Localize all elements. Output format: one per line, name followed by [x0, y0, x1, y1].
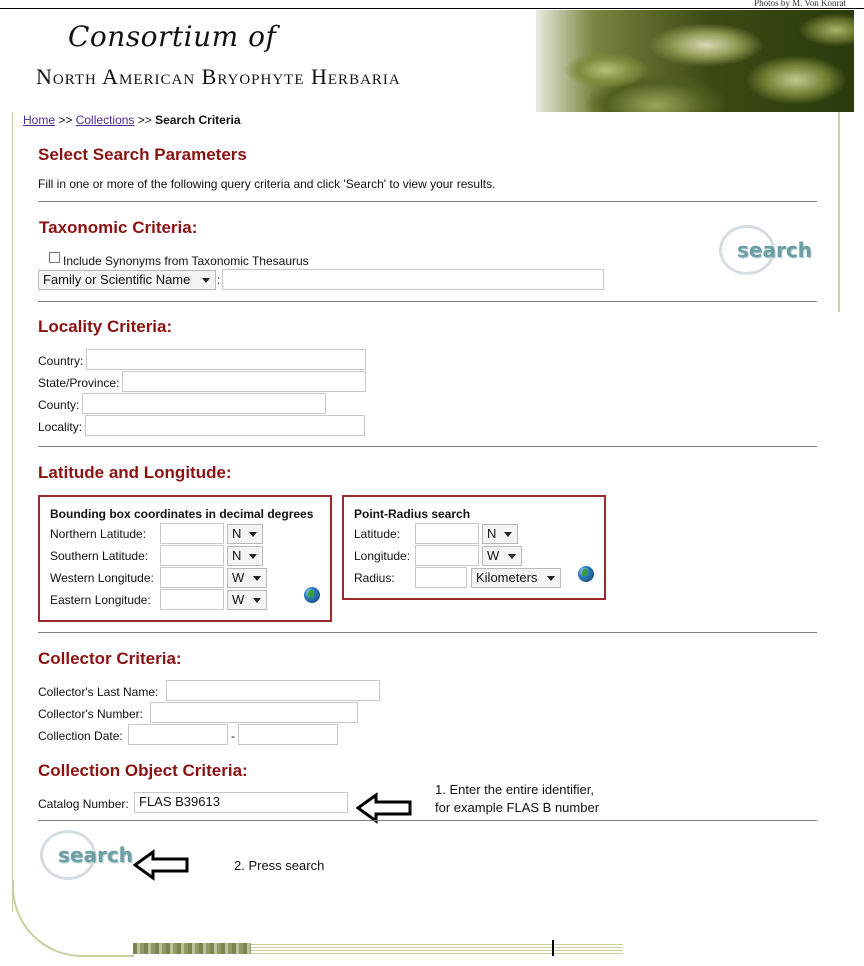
east-long-input[interactable]	[160, 589, 224, 610]
section-divider	[38, 446, 817, 447]
include-synonyms-label: Include Synonyms from Taxonomic Thesaurus	[63, 254, 309, 268]
chevron-down-icon	[508, 554, 516, 559]
annotation-note-1-line2: for example FLAS B number	[435, 800, 600, 815]
section-divider	[38, 301, 817, 302]
chevron-down-icon	[202, 278, 210, 283]
state-label: State/Province:	[38, 376, 120, 390]
footer-marker	[552, 940, 554, 956]
point-lat-input[interactable]	[415, 523, 479, 544]
globe-icon[interactable]	[304, 587, 320, 603]
east-long-dir-select[interactable]	[227, 590, 267, 610]
west-long-dir-select[interactable]	[227, 568, 267, 588]
collector-number-label: Collector's Number:	[38, 707, 143, 721]
country-input[interactable]	[86, 349, 366, 370]
frame-curve	[12, 880, 134, 957]
collector-lastname-input[interactable]	[166, 680, 380, 701]
search-button-bottom-label: search	[58, 843, 133, 867]
county-input[interactable]	[82, 393, 326, 414]
breadcrumb-current: Search Criteria	[155, 113, 241, 127]
point-long-label: Longitude:	[354, 549, 411, 563]
page-title: Select Search Parameters	[38, 145, 247, 164]
photo-credit: Photos by M. Von Konrat	[754, 0, 846, 8]
state-input[interactable]	[122, 371, 366, 392]
taxon-name-input[interactable]	[222, 269, 604, 290]
country-label: Country:	[38, 354, 84, 368]
section-divider	[38, 632, 817, 633]
point-radius-title: Point-Radius search	[354, 507, 471, 521]
chevron-down-icon	[504, 532, 512, 537]
north-lat-dir-value: N	[232, 526, 242, 541]
annotation-note-1	[435, 781, 599, 817]
taxon-colon: :	[217, 273, 221, 287]
breadcrumb-separator: >>	[137, 113, 152, 127]
catalog-number-label: Catalog Number:	[38, 797, 129, 811]
collection-date-separator: -	[231, 729, 235, 743]
radius-label: Radius:	[354, 571, 395, 585]
point-lat-dir-value: N	[487, 526, 497, 541]
include-synonyms-checkbox[interactable]	[49, 252, 60, 263]
globe-icon[interactable]	[578, 566, 594, 582]
south-lat-input[interactable]	[160, 545, 224, 566]
footer-moss-strip	[133, 943, 251, 954]
breadcrumb-separator: >>	[58, 113, 73, 127]
left-arrow-icon	[133, 849, 189, 881]
chevron-down-icon	[253, 598, 261, 603]
north-lat-label: Northern Latitude:	[50, 527, 147, 541]
west-long-dir-value: W	[232, 570, 245, 585]
collection-date-label: Collection Date:	[38, 729, 123, 743]
site-logo-line1: Consortium of	[68, 20, 277, 53]
frame-right-border	[838, 112, 840, 312]
south-lat-label: Southern Latitude:	[50, 549, 149, 563]
collection-date-end-input[interactable]	[238, 724, 338, 745]
county-label: County:	[38, 398, 80, 412]
collector-lastname-label: Collector's Last Name:	[38, 685, 159, 699]
taxon-type-value: Family or Scientific Name	[43, 272, 191, 287]
west-long-label: Western Longitude:	[50, 571, 154, 585]
header-top-rule	[0, 8, 864, 9]
point-long-input[interactable]	[415, 545, 479, 566]
section-divider	[38, 820, 817, 821]
north-lat-input[interactable]	[160, 523, 224, 544]
chevron-down-icon	[249, 532, 257, 537]
locality-input[interactable]	[85, 415, 365, 436]
point-lat-label: Latitude:	[354, 527, 401, 541]
breadcrumb	[23, 113, 241, 127]
annotation-note-2: 2. Press search	[234, 858, 325, 873]
breadcrumb-home-link[interactable]: Home	[23, 113, 56, 127]
breadcrumb-collections-link[interactable]: Collections	[75, 113, 135, 127]
taxon-type-select[interactable]	[38, 270, 216, 290]
chevron-down-icon	[547, 576, 555, 581]
north-lat-dir-select[interactable]	[227, 524, 263, 544]
annotation-note-1-line1: 1. Enter the entire identifier,	[435, 782, 594, 797]
radius-input[interactable]	[415, 567, 467, 588]
bounding-box-title: Bounding box coordinates in decimal degrees	[50, 507, 314, 521]
south-lat-dir-value: N	[232, 548, 242, 563]
collector-number-input[interactable]	[150, 702, 358, 723]
locality-heading: Locality Criteria:	[38, 317, 173, 336]
search-button-top-label: search	[737, 238, 812, 262]
point-long-dir-select[interactable]	[482, 546, 522, 566]
latlong-heading: Latitude and Longitude:	[38, 463, 232, 482]
chevron-down-icon	[249, 554, 257, 559]
west-long-input[interactable]	[160, 567, 224, 588]
frame-left-border	[12, 112, 13, 912]
collection-object-heading: Collection Object Criteria:	[38, 761, 248, 780]
collector-heading: Collector Criteria:	[38, 649, 182, 668]
page-instructions: Fill in one or more of the following query criteria and click 'Search' to view your results.	[38, 177, 496, 191]
collection-date-start-input[interactable]	[128, 724, 228, 745]
east-long-dir-value: W	[232, 592, 245, 607]
point-lat-dir-select[interactable]	[482, 524, 518, 544]
east-long-label: Eastern Longitude:	[50, 593, 151, 607]
radius-unit-value: Kilometers	[476, 570, 538, 585]
section-divider	[38, 201, 817, 202]
footer-rule	[251, 944, 623, 954]
site-logo-line2: North American Bryophyte Herbaria	[36, 64, 401, 89]
radius-unit-select[interactable]	[471, 568, 561, 588]
chevron-down-icon	[253, 576, 261, 581]
taxonomic-heading: Taxonomic Criteria:	[39, 218, 198, 237]
south-lat-dir-select[interactable]	[227, 546, 263, 566]
point-long-dir-value: W	[487, 548, 500, 563]
header-moss-photo	[536, 10, 854, 112]
locality-label: Locality:	[38, 420, 83, 434]
catalog-number-input[interactable]: FLAS B39613	[134, 792, 348, 813]
